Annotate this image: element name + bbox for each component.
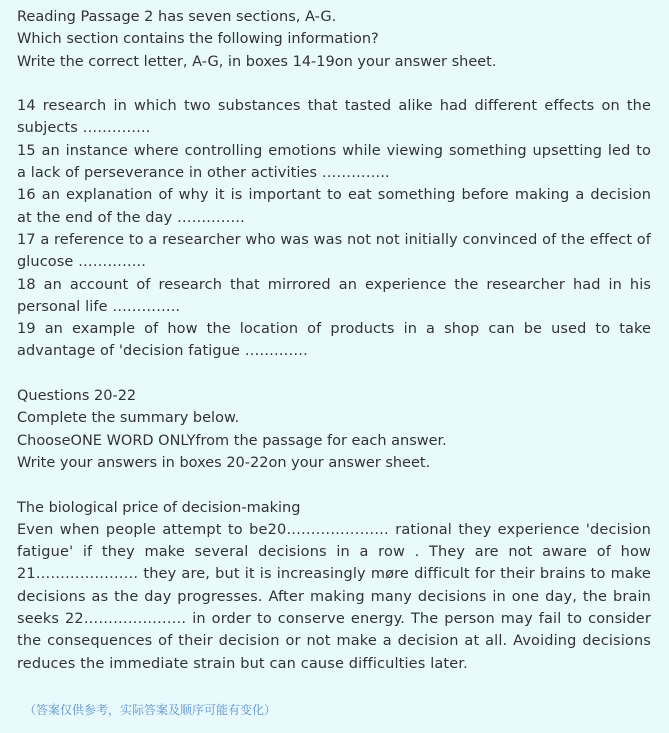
answer-reference-note: （答案仅供参考，实际答案及顺序可能有变化） bbox=[24, 703, 277, 717]
question-19: 19 an example of how the location of products in a shop can be used to take advantage of 'decision fatigue …………. bbox=[17, 321, 651, 360]
spacer bbox=[17, 73, 651, 95]
spacer bbox=[17, 474, 651, 496]
question-14: 14 research in which two substances that tasted alike had different effects on the subjects ………….. bbox=[17, 98, 651, 137]
summary-instruction-1: Complete the summary below. bbox=[17, 410, 240, 427]
summary-title: The biological price of decision-making bbox=[17, 499, 301, 516]
questions-20-22-heading: Questions 20-22 bbox=[17, 388, 137, 405]
instruction-line-2: Which section contains the following information? bbox=[17, 31, 379, 48]
summary-instruction-3: Write your answers in boxes 20-22on your answer sheet. bbox=[17, 454, 431, 471]
summary-instruction-2: ChooseONE WORD ONLYfrom the passage for each answer. bbox=[17, 432, 447, 449]
instruction-line-3: Write the correct letter, A-G, in boxes 14-19on your answer sheet. bbox=[17, 53, 497, 70]
spacer bbox=[17, 363, 651, 385]
question-15: 15 an instance where controlling emotions while viewing something upsetting led to a lack of perseverance in other activities ………….. bbox=[17, 142, 651, 182]
question-16: 16 an explanation of why it is important to eat something before making a decision at the end of the day ………….. bbox=[17, 187, 651, 226]
instruction-line-1: Reading Passage 2 has seven sections, A-G. bbox=[17, 9, 337, 25]
question-17: 17 a reference to a researcher who was was not not initially convinced of the effect of glucose ………….. bbox=[17, 231, 651, 271]
summary-text: Even when people attempt to be20………………… rational they experience 'decision fatigue' if they make several decisions in a row . They are not aware of how 21………………… they are, but it is increasingly møre difficult for their brains to make decisions as the day progresses. After making many decisions in one day, the brain seeks 22………………… in order to conserve energy. The person may fail to consider the consequences of their decision or not make a decision at all. Avoiding decisions reduces the immediate strain but can cause difficulties later. bbox=[17, 521, 651, 672]
question-18: 18 an account of research that mirrored an experience the researcher had in his personal life ………….. bbox=[17, 276, 651, 315]
